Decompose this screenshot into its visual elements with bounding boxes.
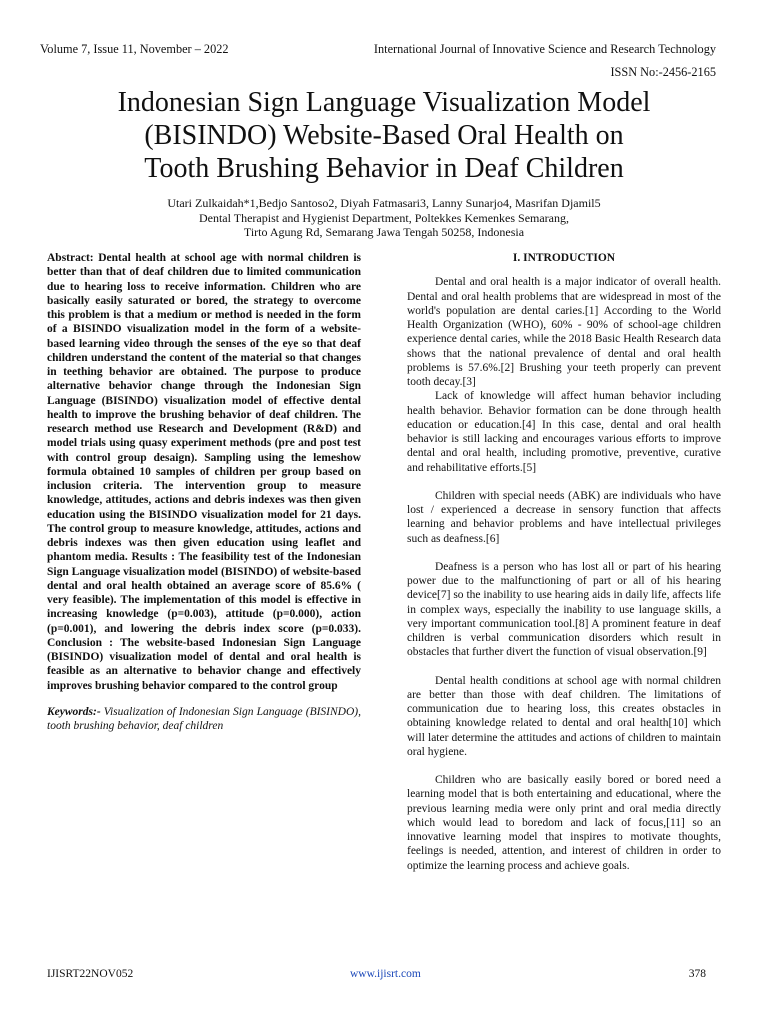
- journal-name: International Journal of Innovative Science and Research Technology: [373, 42, 716, 56]
- intro-paragraph: Dental and oral health is a major indicator of overall health. Dental and oral health problems that are widespread in most of the world's population are dental caries.[1] According to the World Health Organization (WHO), 60% - 90% of school-age children experience dental caries, while the 2018 Basic Health Research data shows that the national prevalence of dental and oral health problems is 57.6%.[2] Brushing your teeth properly can prevent tooth decay.[3]: [407, 276, 721, 388]
- keywords-label: Keywords:-: [47, 705, 101, 718]
- author-department: Dental Therapist and Hygienist Department, Poltekkes Kemenkes Semarang,: [198, 210, 569, 225]
- left-column: [47, 251, 361, 733]
- keywords-text: Visualization of Indonesian Sign Language (BISINDO), tooth brushing behavior, deaf children: [47, 705, 361, 732]
- paper-id: IJISRT22NOV052: [47, 968, 134, 980]
- author-address: Tirto Agung Rd, Semarang Jawa Tengah 50258, Indonesia: [243, 225, 525, 239]
- right-column: [407, 251, 721, 873]
- page-number: 378: [688, 968, 706, 980]
- paper-title: [40, 86, 728, 185]
- author-names: Utari Zulkaidah*1,Bedjo Santoso2, Diyah Fatmasari3, Lanny Sunarjo4, Masrifan Djamil5: [167, 196, 601, 210]
- intro-paragraph: Children with special needs (ABK) are individuals who have lost / experienced a decrease in sensory function that affects learning and behavior problems and have intellectual privileges such as deafness.[6]: [407, 489, 721, 545]
- issn: ISSN No:-2456-2165: [610, 65, 716, 79]
- author-block: [40, 196, 728, 240]
- intro-paragraph: Children who are basically easily bored or bored need a learning model that is both entertaining and educational, where the previous learning media were only print and oral media directly which would lead to boredom and lack of focus,[11] so an innovative learning model that inspires to motivate thoughts, feelings is needed, attention, and interest of children in order to optimize the learning process and achieve goals.: [407, 774, 721, 872]
- intro-paragraph: Dental health conditions at school age with normal children are better than those with deaf children. The limitations of communication due to hearing loss, this creates obstacles in obtaining knowledge related to dental and oral health[10] which will later determine the attitudes and actions of children to maintain oral hygiene.: [407, 674, 721, 758]
- intro-paragraph: Lack of knowledge will affect human behavior including health behavior. Behavior formation can be done through health education or education.[4] In this case, dental and oral health behavior is still lacking and encourages various efforts to improve dental and oral health, including promotive, preventive, curative and rehabilitative efforts.[5]: [407, 390, 721, 474]
- title-line: Indonesian Sign Language Visualization Model: [117, 87, 651, 118]
- section-heading-introduction: I. INTRODUCTION: [512, 252, 616, 264]
- journal-url-link[interactable]: www.ijisrt.com: [350, 968, 421, 980]
- intro-paragraph: Deafness is a person who has lost all or part of his hearing power due to the malfunctioning of part or all of his hearing device[7] so the inability to use hearing aids in daily life, affects life in complex ways, especially the inability to use language skills, a very important communication tool.[8] A prominent feature in deaf children is verbal communication disorders which result in obstacles that further divert the function of visual observation.[9]: [407, 560, 721, 659]
- journal-volume: Volume 7, Issue 11, November – 2022: [40, 42, 229, 56]
- title-line: Tooth Brushing Behavior in Deaf Children: [144, 153, 624, 184]
- abstract: Abstract: Dental health at school age with normal children is better than that of deaf children due to limited communication due to hearing loss to receive information. Children who are basically easily saturated or bored, the strategy to overcome this problem is that a medium or method is needed in the form of a BISINDO visualization model in the form of a website-based learning video through the senses of the eye so that deaf children understand the content of the material so that changes in teething behavior are obtained. The purpose to produce alternative behavior change through the Indonesian Sign Language (BISINDO) visualization model of effective dental health to improve the brushing behavior of deaf children. The research method use Research and Development (R&D) and model trials using quasy experiment methods (pre and post test with control group desaign). Sampling using the lemeshow formula obtained 10 samples of children per group based on inclusion criteria. The intervention group to measure knowledge, attitudes, actions and debris indexes was then given education using the BISINDO visualization model for 21 days. The control group to measure knowledge, attitudes, actions and debris indexes was then given education using leaflet and phantom media. Results : The feasibility test of the Indonesian Sign Language visualization model (BISINDO) of website-based dental and oral health obtained an average score of 85.6% ( very feasible). The implementation of this model is effective in increasing knowledge (p=0.003), attitude (p=0.000), action (p=0.001), and lowering the debris index score (p=0.033). Conclusion : The website-based Indonesian Sign Language (BISINDO) visualization model of dental and oral health is feasible as an alternative to behavior change and effectively improves brushing behavior compared to the control group: [47, 252, 361, 692]
- keywords: [47, 705, 361, 734]
- title-line: (BISINDO) Website-Based Oral Health on: [144, 120, 624, 151]
